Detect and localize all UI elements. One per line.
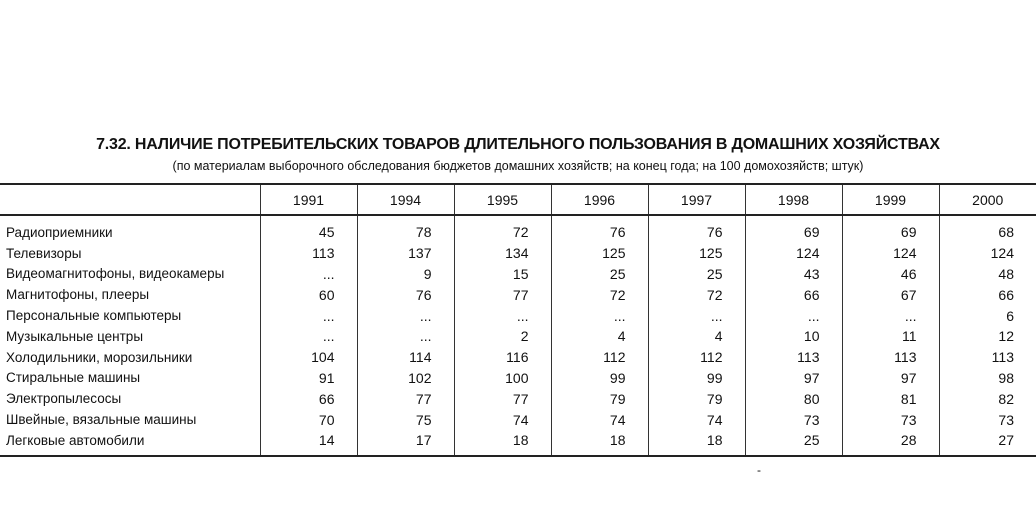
table-cell: 69 xyxy=(842,215,939,243)
table-cell: 82 xyxy=(939,388,1036,409)
row-label: Швейные, вязальные машины xyxy=(6,412,197,428)
data-table xyxy=(0,183,1036,457)
table-cell: 28 xyxy=(842,430,939,456)
table-cell: 100 xyxy=(454,368,551,389)
table-cell: ... xyxy=(357,305,454,326)
table-cell: 45 xyxy=(260,215,357,243)
table-cell: 70 xyxy=(260,409,357,430)
table-row xyxy=(0,430,1036,456)
table-cell: 46 xyxy=(842,264,939,285)
row-label: Видеомагнитофоны, видеокамеры xyxy=(6,266,225,282)
header-cell: 1991 xyxy=(260,184,357,215)
table-cell: 66 xyxy=(260,388,357,409)
table-cell: 66 xyxy=(939,284,1036,305)
table-cell: 25 xyxy=(551,264,648,285)
table-cell: 69 xyxy=(745,215,842,243)
table-cell: 79 xyxy=(648,388,745,409)
table-cell: 112 xyxy=(551,347,648,368)
table-row xyxy=(0,368,1036,389)
table-cell: 14 xyxy=(260,430,357,456)
table-cell: 104 xyxy=(260,347,357,368)
table-row xyxy=(0,326,1036,347)
table-cell: 66 xyxy=(745,284,842,305)
row-label: Телевизоры xyxy=(6,245,82,261)
table-cell: ... xyxy=(648,305,745,326)
table-cell: 12 xyxy=(939,326,1036,347)
table-cell: 60 xyxy=(260,284,357,305)
table-cell: 48 xyxy=(939,264,1036,285)
table-cell: 27 xyxy=(939,430,1036,456)
table-cell: 72 xyxy=(648,284,745,305)
table-cell: 9 xyxy=(357,264,454,285)
table-cell: 99 xyxy=(551,368,648,389)
table-cell: 11 xyxy=(842,326,939,347)
table-cell: 6 xyxy=(939,305,1036,326)
table-cell: ... xyxy=(745,305,842,326)
table-cell: 25 xyxy=(745,430,842,456)
table-cell: 10 xyxy=(745,326,842,347)
table-cell: 17 xyxy=(357,430,454,456)
row-label: Радиоприемники xyxy=(6,224,113,240)
table-cell: 97 xyxy=(745,368,842,389)
table-cell: 4 xyxy=(648,326,745,347)
table-cell: 97 xyxy=(842,368,939,389)
table-title: 7.32. НАЛИЧИЕ ПОТРЕБИТЕЛЬСКИХ ТОВАРОВ ДЛИТЕЛЬНОГО ПОЛЬЗОВАНИЯ В ДОМАШНИХ ХОЗЯЙСТВАХ xyxy=(96,136,940,153)
table-cell: 113 xyxy=(260,243,357,264)
header-cell: 1995 xyxy=(454,184,551,215)
header-cell: 1996 xyxy=(551,184,648,215)
table-cell: 112 xyxy=(648,347,745,368)
table-row xyxy=(0,388,1036,409)
table-cell: ... xyxy=(357,326,454,347)
table-cell: 18 xyxy=(551,430,648,456)
table-cell: 99 xyxy=(648,368,745,389)
table-cell: 81 xyxy=(842,388,939,409)
table-cell: 15 xyxy=(454,264,551,285)
table-cell: 77 xyxy=(454,388,551,409)
table-cell: 102 xyxy=(357,368,454,389)
header-cell: 2000 xyxy=(939,184,1036,215)
header-cell: 1997 xyxy=(648,184,745,215)
table-cell: 124 xyxy=(842,243,939,264)
table-cell: 18 xyxy=(454,430,551,456)
header-row xyxy=(0,184,1036,215)
table-cell: 73 xyxy=(939,409,1036,430)
table-cell: 74 xyxy=(648,409,745,430)
row-label: Персональные компьютеры xyxy=(6,308,182,324)
row-label: Электропылесосы xyxy=(6,391,122,407)
table-cell: 137 xyxy=(357,243,454,264)
table-cell: 125 xyxy=(551,243,648,264)
header-cell: 1994 xyxy=(357,184,454,215)
table-cell: 91 xyxy=(260,368,357,389)
table-cell: 124 xyxy=(939,243,1036,264)
table-cell: ... xyxy=(454,305,551,326)
table-cell: 67 xyxy=(842,284,939,305)
table-cell: 73 xyxy=(745,409,842,430)
table-cell: 74 xyxy=(454,409,551,430)
table-cell: 79 xyxy=(551,388,648,409)
table-row xyxy=(0,264,1036,285)
table-row xyxy=(0,284,1036,305)
table-cell: 76 xyxy=(551,215,648,243)
table-cell: 4 xyxy=(551,326,648,347)
table-cell: 73 xyxy=(842,409,939,430)
table-cell: 114 xyxy=(357,347,454,368)
table-cell: 77 xyxy=(454,284,551,305)
table-cell: ... xyxy=(260,326,357,347)
table-cell: 25 xyxy=(648,264,745,285)
header-cell: 1999 xyxy=(842,184,939,215)
row-label: Холодильники, морозильники xyxy=(6,349,193,365)
row-label: Стиральные машины xyxy=(6,370,141,386)
table-cell: ... xyxy=(260,305,357,326)
table-cell: ... xyxy=(842,305,939,326)
table-cell: 124 xyxy=(745,243,842,264)
table-row xyxy=(0,243,1036,264)
table-cell: 113 xyxy=(842,347,939,368)
table-cell: 18 xyxy=(648,430,745,456)
table-cell: 75 xyxy=(357,409,454,430)
table-cell: 80 xyxy=(745,388,842,409)
table-cell: 76 xyxy=(648,215,745,243)
table-cell: 72 xyxy=(551,284,648,305)
header-cell xyxy=(0,184,260,215)
table-cell: 125 xyxy=(648,243,745,264)
table-cell: 72 xyxy=(454,215,551,243)
table-cell: 68 xyxy=(939,215,1036,243)
table-cell: 2 xyxy=(454,326,551,347)
table-row xyxy=(0,305,1036,326)
row-label: Музыкальные центры xyxy=(6,328,144,344)
header-cell: 1998 xyxy=(745,184,842,215)
table-cell: ... xyxy=(551,305,648,326)
table-cell: 76 xyxy=(357,284,454,305)
table-cell: 78 xyxy=(357,215,454,243)
row-label: Магнитофоны, плееры xyxy=(6,287,150,303)
row-label: Легковые автомобили xyxy=(0,430,260,456)
table-row xyxy=(0,409,1036,430)
table-cell: 77 xyxy=(357,388,454,409)
table-cell: 98 xyxy=(939,368,1036,389)
table-cell: ... xyxy=(260,264,357,285)
footer-mark: - xyxy=(757,463,761,477)
table-cell: 74 xyxy=(551,409,648,430)
table-cell: 113 xyxy=(939,347,1036,368)
table-cell: 113 xyxy=(745,347,842,368)
table-cell: 43 xyxy=(745,264,842,285)
table-cell: 116 xyxy=(454,347,551,368)
table-row xyxy=(0,347,1036,368)
table-row xyxy=(0,215,1036,243)
table-cell: 134 xyxy=(454,243,551,264)
table-subtitle: (по материалам выборочного обследования бюджетов домашних хозяйств; на конец года; на 100 домохозяйств; штук) xyxy=(172,159,864,173)
